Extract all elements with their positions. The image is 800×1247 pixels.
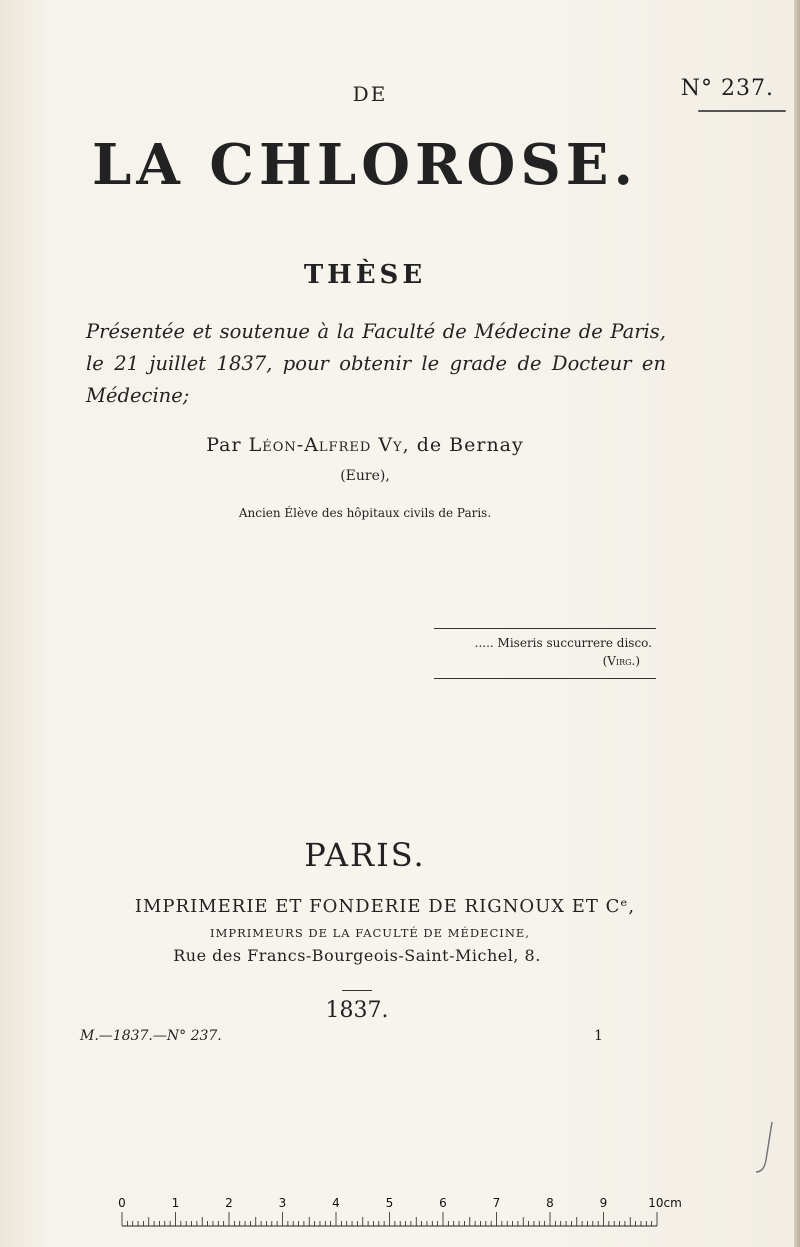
ruler-label: 3 <box>278 1196 287 1210</box>
author-note: Ancien Élève des hôpitaux civils de Paris. <box>238 506 492 520</box>
these-heading: THÈSE <box>303 260 427 290</box>
title-prefix: DE <box>352 82 388 106</box>
author-name: Léon-Alfred Vy <box>248 434 403 456</box>
ruler-label: 9 <box>599 1196 608 1210</box>
ruler-label: 0 <box>118 1196 126 1210</box>
presentation-text: Présentée et soutenue à la Faculté de Médecine de Paris, le 21 juillet 1837, pour obtenir le grade de Docteur en Médecine; <box>86 320 666 407</box>
publisher-city: PARIS. <box>304 836 426 874</box>
ruler-label: 1 <box>171 1196 180 1210</box>
number-underline <box>698 110 786 112</box>
signature-mark <box>80 1028 222 1044</box>
publisher-name: IMPRIMERIE ET FONDERIE DE RIGNOUX ET Cᵉ, <box>134 896 636 917</box>
epigraph-quote: ..... Miseris succurrere disco. <box>474 636 652 650</box>
ruler-label: 6 <box>439 1196 447 1210</box>
epigraph-rule-top <box>434 628 656 629</box>
author-prefix: Par <box>206 434 249 456</box>
epigraph-rule-bottom <box>434 678 656 679</box>
ruler-label: 10cm <box>648 1196 682 1210</box>
ruler-label: 8 <box>546 1196 554 1210</box>
ruler-label: 4 <box>332 1196 340 1210</box>
thesis-number: N° 237. <box>680 76 774 101</box>
author-region: (Eure), <box>340 468 390 484</box>
ruler-label: 5 <box>385 1196 394 1210</box>
publisher-role: IMPRIMEURS DE LA FACULTÉ DE MÉDECINE, <box>210 926 530 940</box>
publication-year: 1837. <box>325 998 389 1023</box>
epigraph-source: (Virg.) <box>602 654 640 668</box>
ruler-label: 2 <box>225 1196 233 1210</box>
page-title: LA CHLOROSE. <box>92 132 638 198</box>
page-number: 1 <box>594 1028 603 1044</box>
page-edge <box>794 0 800 1247</box>
ruler-ticks <box>118 1196 678 1236</box>
signature-text: M.—1837.—N° 237. <box>80 1028 222 1044</box>
pencil-mark <box>752 1120 782 1180</box>
year-rule <box>342 990 372 991</box>
author-suffix: , de Bernay <box>402 434 524 456</box>
scale-ruler <box>118 1196 682 1236</box>
ruler-label: 7 <box>492 1196 501 1210</box>
publisher-address: Rue des Francs-Bourgeois-Saint-Michel, 8. <box>173 946 541 965</box>
author-line <box>0 434 730 456</box>
